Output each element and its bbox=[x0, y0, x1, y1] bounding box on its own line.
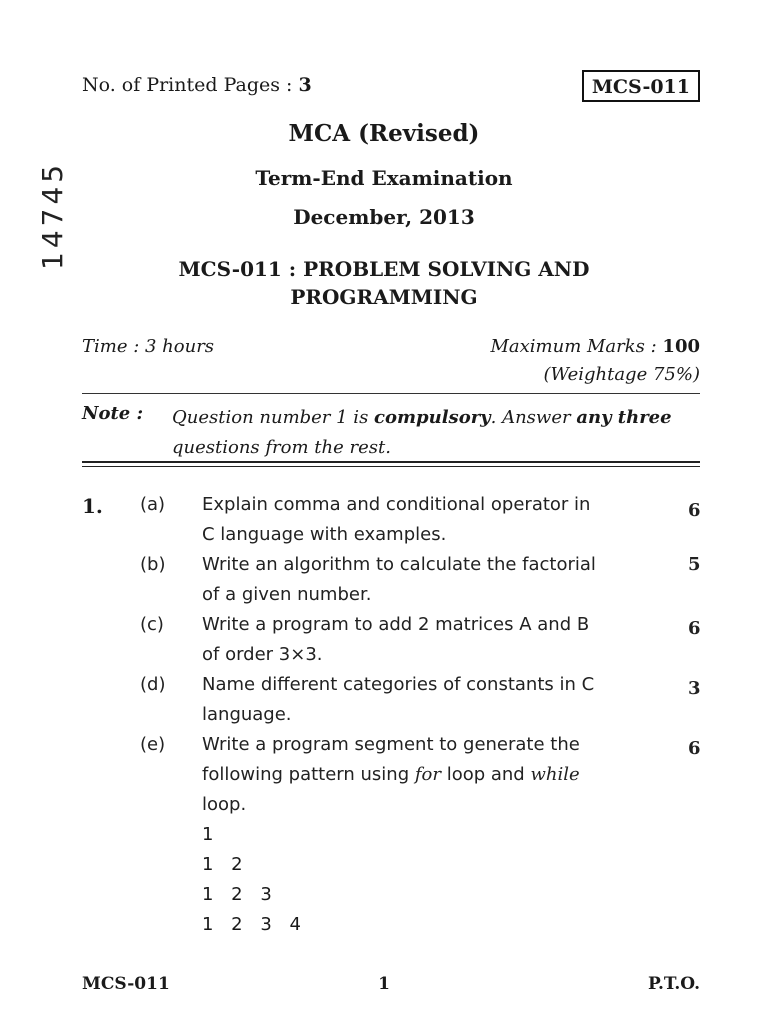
serial-number: 14745 bbox=[36, 160, 69, 270]
pattern-output bbox=[202, 820, 307, 940]
part-b-label: (b) bbox=[140, 554, 166, 575]
divider-double-top bbox=[82, 461, 700, 463]
part-a-line1: Explain comma and conditional operator in bbox=[202, 494, 591, 515]
course-title-line2: PROGRAMMING bbox=[290, 285, 478, 309]
part-e-label: (e) bbox=[140, 734, 166, 755]
max-marks-value: 100 bbox=[662, 336, 700, 357]
part-e-line3: loop. bbox=[202, 794, 247, 815]
part-c-marks: 6 bbox=[688, 618, 701, 639]
course-code-box: MCS-011 bbox=[582, 70, 700, 102]
part-c-text bbox=[202, 610, 648, 670]
weightage: (Weightage 75%) bbox=[543, 364, 700, 385]
part-e-line2 bbox=[202, 760, 648, 790]
footer-course-code: MCS-011 bbox=[82, 974, 170, 994]
program-title: MCA (Revised) bbox=[288, 120, 480, 147]
pattern-row: 1 2 3 bbox=[202, 884, 278, 905]
course-title bbox=[0, 255, 768, 311]
part-e-line1: Write a program segment to generate the bbox=[202, 734, 580, 755]
question-number: 1. bbox=[82, 494, 103, 518]
part-c-label: (c) bbox=[140, 614, 164, 635]
part-e-line2-pre: following pattern using bbox=[202, 764, 415, 785]
max-marks-label: Maximum Marks : bbox=[490, 336, 663, 357]
footer-page-number: 1 bbox=[378, 974, 390, 994]
note-compulsory: compulsory bbox=[374, 407, 491, 428]
part-b-line1: Write an algorithm to calculate the factorial bbox=[202, 554, 596, 575]
printed-pages-label: No. of Printed Pages : bbox=[82, 74, 299, 96]
pattern-row: 1 bbox=[202, 824, 220, 845]
part-d-marks: 3 bbox=[688, 678, 701, 699]
exam-title: Term-End Examination bbox=[255, 166, 513, 190]
divider-double-bottom bbox=[82, 466, 700, 467]
part-d-text bbox=[202, 670, 648, 730]
footer-pto: P.T.O. bbox=[648, 974, 700, 994]
part-b-line2: of a given number. bbox=[202, 584, 372, 605]
exam-time: Time : 3 hours bbox=[82, 336, 215, 357]
part-e-text bbox=[202, 730, 648, 820]
note-text-2: . Answer bbox=[490, 407, 577, 428]
part-a-marks: 6 bbox=[688, 500, 701, 521]
part-a-label: (a) bbox=[140, 494, 166, 515]
divider-top bbox=[82, 393, 700, 394]
part-b-marks: 5 bbox=[688, 554, 701, 575]
note-any-three: any three bbox=[576, 407, 672, 428]
course-title-line1: MCS-011 : PROBLEM SOLVING AND bbox=[178, 257, 590, 281]
keyword-while: while bbox=[530, 764, 580, 785]
part-d-line1: Name different categories of constants in C bbox=[202, 674, 595, 695]
part-d-label: (d) bbox=[140, 674, 166, 695]
keyword-for: for bbox=[414, 764, 441, 785]
part-c-line2: of order 3×3. bbox=[202, 644, 323, 665]
printed-pages-info bbox=[82, 74, 312, 96]
note-text bbox=[172, 403, 702, 463]
part-d-line2: language. bbox=[202, 704, 292, 725]
part-a-line2: C language with examples. bbox=[202, 524, 447, 545]
note-text-1: Question number 1 is bbox=[172, 407, 375, 428]
printed-pages-value: 3 bbox=[298, 74, 312, 96]
pattern-row: 1 2 3 4 bbox=[202, 914, 307, 935]
max-marks bbox=[490, 336, 700, 357]
part-b-text bbox=[202, 550, 648, 610]
pattern-row: 1 2 bbox=[202, 854, 249, 875]
exam-session: December, 2013 bbox=[293, 205, 475, 229]
part-e-line2-mid: loop and bbox=[440, 764, 531, 785]
part-c-line1: Write a program to add 2 matrices A and B bbox=[202, 614, 590, 635]
note-label: Note : bbox=[82, 403, 144, 424]
part-e-marks: 6 bbox=[688, 738, 701, 759]
part-a-text bbox=[202, 490, 648, 550]
note-text-3: questions from the rest. bbox=[172, 437, 391, 458]
